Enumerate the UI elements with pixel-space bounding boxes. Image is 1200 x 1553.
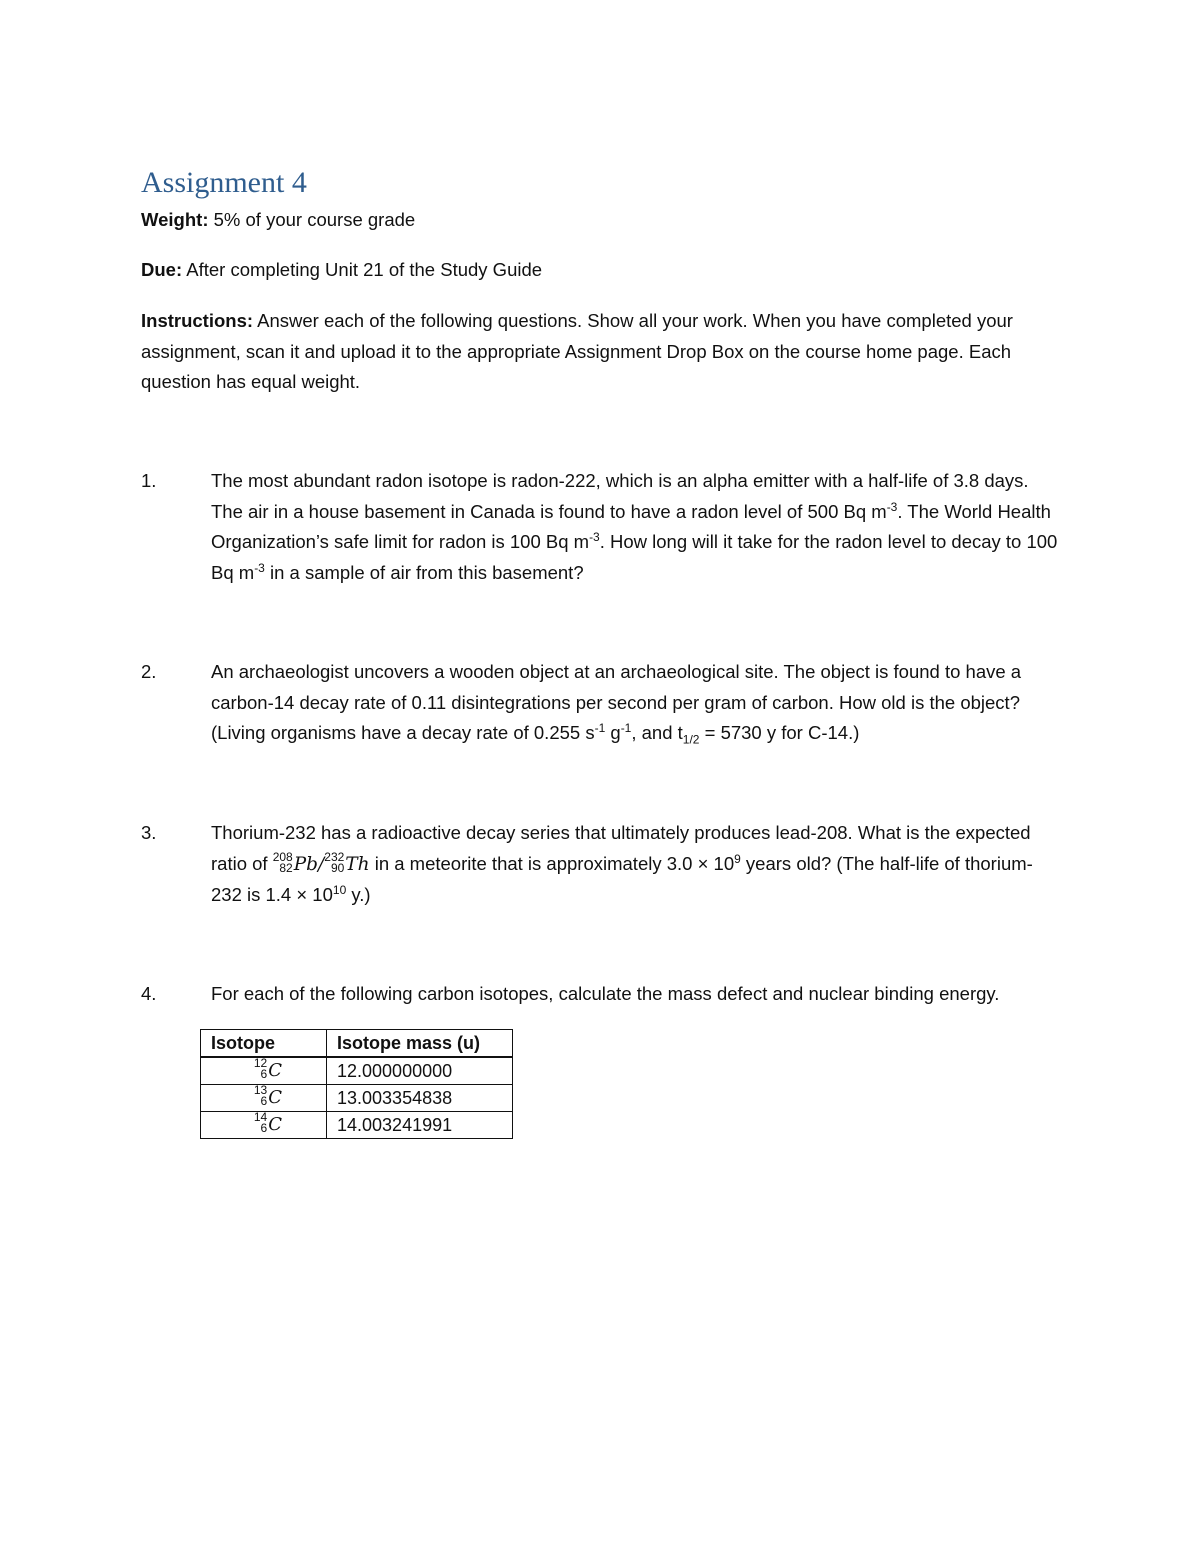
- instructions-paragraph: [141, 306, 1041, 398]
- question-1-exponent: -3: [589, 529, 600, 544]
- question-3-part: years old? (The half-life of thorium-232 is 1.4 × 10: [211, 852, 1033, 905]
- table-header-mass: Isotope mass (u): [327, 1030, 513, 1058]
- element-symbol: C: [268, 1087, 282, 1108]
- atomic-number: 6: [260, 1121, 268, 1135]
- mass-number: 12: [253, 1056, 268, 1070]
- question-2-number: 2.: [141, 661, 157, 682]
- question-2-part: = 5730 y for C-14.): [699, 722, 860, 743]
- question-1-part: . How long will it take for the radon level to decay to 100 Bq m: [211, 531, 1058, 583]
- table-row: [201, 1057, 513, 1085]
- lead-symbol: Pb: [293, 853, 319, 875]
- mass-number: 14: [253, 1110, 268, 1124]
- table-header-isotope: Isotope: [201, 1030, 327, 1058]
- question-1-part: in a sample of air from this basement?: [264, 561, 584, 583]
- thorium-232-nuclide: [324, 850, 369, 881]
- carbon-13-nuclide: [253, 1083, 282, 1109]
- question-2-text: [211, 657, 1061, 749]
- due-line: [141, 255, 542, 285]
- table-row: [201, 1112, 513, 1139]
- element-symbol: C: [268, 1114, 282, 1135]
- thorium-symbol: Th: [345, 853, 370, 875]
- instructions-label: Instructions:: [141, 310, 254, 331]
- atomic-number: 6: [260, 1094, 268, 1108]
- question-2-exponent: -1: [620, 720, 632, 735]
- question-3-exponent: 9: [734, 851, 741, 866]
- question-2-exponent: -1: [594, 720, 606, 735]
- weight-label: Weight:: [141, 209, 209, 230]
- question-3-part: Thorium-232 has a radioactive decay series that ultimately produces lead-208. What is the expected ratio of: [211, 822, 1031, 874]
- element-symbol: C: [268, 1060, 282, 1081]
- question-1-number: 1.: [141, 470, 157, 491]
- weight-value: 5% of your course grade: [208, 209, 416, 230]
- lead-atomic-number: 82: [279, 860, 293, 875]
- mass-number: 13: [253, 1083, 268, 1097]
- question-1-part: The most abundant radon isotope is radon-222, which is an alpha emitter with a half-life of 3.8 days. The air in a house basement in Canada is found to have a radon level of 500 Bq m: [211, 470, 1029, 522]
- carbon-14-nuclide: [253, 1110, 282, 1136]
- question-4-text: For each of the following carbon isotopes, calculate the mass defect and nuclear binding energy.: [211, 983, 1000, 1004]
- question-3-exponent: 10: [332, 882, 347, 897]
- table-row: [201, 1085, 513, 1112]
- isotope-mass-cell: 12.000000000: [327, 1057, 513, 1085]
- question-2-part: , and t: [631, 722, 683, 743]
- due-value: After completing Unit 21 of the Study Guide: [182, 259, 543, 280]
- question-2-part: g: [605, 722, 621, 743]
- question-3-part: in a meteorite that is approximately 3.0 × 10: [369, 852, 735, 874]
- question-2-subscript: 1/2: [682, 732, 700, 747]
- lead-mass-number: 208: [272, 849, 293, 864]
- question-3-part: y.): [346, 884, 371, 905]
- isotope-table: [200, 1029, 513, 1139]
- question-3-number: 3.: [141, 822, 157, 843]
- question-1-text: [211, 466, 1061, 588]
- atomic-number: 6: [260, 1067, 268, 1081]
- table-header-row: [201, 1030, 513, 1058]
- weight-line: [141, 205, 415, 235]
- instructions-text: Answer each of the following questions. Show all your work. When you have completed your assignment, scan it and upload it to the appropriate Assignment Drop Box on the course home page. Each question has equal weight.: [141, 310, 1013, 392]
- page-title: Assignment 4: [141, 166, 307, 199]
- ratio-slash: /: [318, 853, 325, 875]
- question-1-part: . The World Health Organization’s safe limit for radon is 100 Bq m: [211, 500, 1051, 552]
- thorium-mass-number: 232: [324, 849, 345, 864]
- isotope-symbol-cell: [201, 1057, 327, 1085]
- question-2-part: An archaeologist uncovers a wooden object at an archaeological site. The object is found to have a carbon-14 decay rate of 0.11 disintegrations per second per gram of carbon. How old is the object? (Living organisms have a decay rate of 0.255 s: [211, 661, 1022, 743]
- isotope-symbol-cell: [201, 1112, 327, 1139]
- isotope-mass-cell: 13.003354838: [327, 1085, 513, 1112]
- question-1-exponent: -3: [254, 560, 265, 575]
- carbon-12-nuclide: [253, 1056, 282, 1082]
- thorium-atomic-number: 90: [330, 860, 345, 875]
- question-4-number: 4.: [141, 983, 157, 1004]
- question-1-exponent: -3: [886, 499, 898, 514]
- due-label: Due:: [141, 259, 183, 280]
- isotope-symbol-cell: [201, 1085, 327, 1112]
- lead-208-nuclide: [273, 850, 318, 881]
- isotope-mass-cell: 14.003241991: [327, 1112, 513, 1139]
- question-3-text: [211, 818, 1061, 911]
